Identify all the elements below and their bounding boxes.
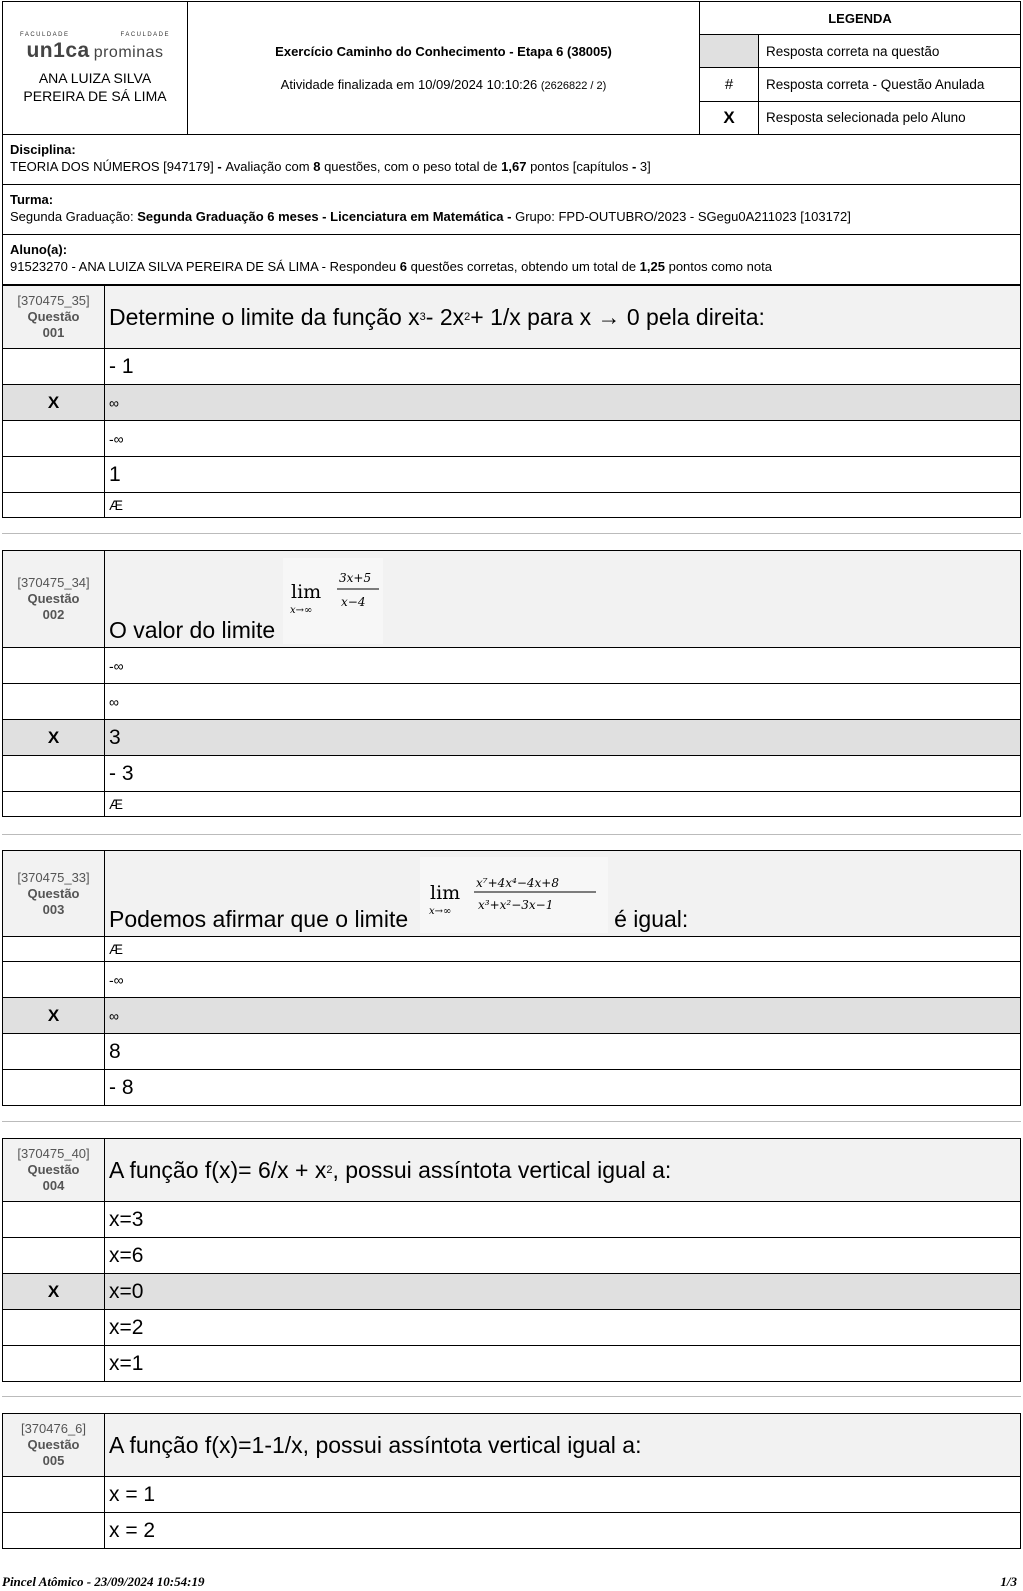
- text-fragment: Segunda Graduação:: [10, 209, 138, 224]
- option-text: 1: [109, 462, 121, 486]
- question-count: 8: [313, 159, 321, 174]
- formula-lim: lim: [291, 581, 322, 603]
- text-dash: -: [631, 159, 640, 174]
- report-header: [2, 1, 1021, 135]
- option-text: x=0: [109, 1279, 144, 1303]
- stem-text: - 2x: [425, 303, 465, 330]
- selection-mark: X: [47, 1281, 60, 1301]
- question-number: 004: [42, 1178, 65, 1193]
- option-row[interactable]: [3, 683, 1020, 719]
- question-stem-row: [3, 851, 1020, 936]
- activity-title-cell: [188, 2, 700, 134]
- option-row[interactable]: [3, 936, 1020, 961]
- question-stem-row: [3, 551, 1020, 647]
- question-stem-row: [3, 1414, 1020, 1476]
- formula-lim: lim: [430, 882, 461, 904]
- logo-small-caption: [20, 32, 170, 38]
- option-row[interactable]: [3, 647, 1020, 683]
- option-row[interactable]: [3, 348, 1020, 384]
- logo-cell: [3, 2, 188, 134]
- group-info: Grupo: FPD-OUTUBRO/2023 - SGegu0A211023 [103172]: [511, 209, 851, 224]
- legend-row-annulled: [700, 68, 1020, 101]
- stem-text: O valor do limite: [109, 617, 276, 643]
- question-001: [2, 285, 1021, 518]
- disciplina-label: Disciplina:: [10, 142, 76, 157]
- stem-text: , possui assíntota vertical igual a:: [332, 1156, 672, 1183]
- stem-text: é igual:: [614, 906, 689, 932]
- turma-label: Turma:: [10, 192, 54, 207]
- disciplina-name: TEORIA DOS NÚMEROS [947179]: [10, 159, 218, 174]
- option-text: Æ: [109, 497, 123, 513]
- disciplina-text: [10, 158, 1013, 175]
- legend-text: Resposta selecionada pelo Aluno: [766, 110, 966, 126]
- correct-count: 6: [399, 259, 407, 274]
- legend-symbol-shaded: [700, 35, 759, 67]
- question-stem: [105, 551, 1020, 647]
- total-weight: 1,67: [501, 159, 527, 174]
- question-003: [2, 850, 1021, 1106]
- formula-denominator: x−4: [341, 595, 366, 609]
- text-fragment: pontos como nota: [664, 259, 772, 274]
- activity-code: (2626822 / 2): [540, 80, 607, 92]
- legend: [700, 2, 1020, 134]
- option-text: -∞: [109, 430, 124, 447]
- stem-text: + 1/x para x → 0 pela direita:: [470, 303, 765, 330]
- question-label: Questão: [27, 591, 80, 606]
- option-row[interactable]: [3, 1069, 1020, 1105]
- option-row-selected[interactable]: [3, 384, 1020, 420]
- aluno-text: [10, 258, 1013, 275]
- question-stem-row: [3, 286, 1020, 348]
- logo-caption-left: FACULDADE: [20, 31, 70, 38]
- option-text: x=6: [109, 1243, 144, 1267]
- option-row[interactable]: [3, 791, 1020, 816]
- question-005: [2, 1413, 1021, 1549]
- option-text: ∞: [109, 1007, 119, 1024]
- text-fragment: questões corretas, obtendo um total de: [406, 259, 640, 274]
- disciplina-row: [2, 135, 1021, 185]
- option-text: 8: [109, 1039, 121, 1063]
- text-dash: -: [217, 159, 226, 174]
- option-row[interactable]: [3, 1033, 1020, 1069]
- turma-row: [2, 185, 1021, 235]
- option-text: - 8: [109, 1075, 134, 1099]
- question-stem: A função f(x)=1-1/x, possui assíntota vertical igual a:: [109, 1431, 642, 1458]
- logo-prominas: prominas: [93, 43, 164, 61]
- question-number: 005: [42, 1453, 65, 1468]
- exponent: 3: [419, 311, 426, 323]
- selection-mark: X: [47, 392, 60, 412]
- option-text: x = 1: [109, 1482, 156, 1506]
- option-row[interactable]: [3, 492, 1020, 517]
- question-002: [2, 550, 1021, 817]
- legend-symbol-hash: #: [700, 68, 759, 100]
- legend-title: LEGENDA: [700, 2, 1020, 35]
- question-number: 003: [42, 901, 65, 917]
- option-text: x = 2: [109, 1518, 156, 1542]
- option-row[interactable]: [3, 755, 1020, 791]
- option-text: - 3: [109, 761, 134, 785]
- question-number-cell: [3, 851, 105, 936]
- question-label: Questão: [27, 885, 80, 901]
- exponent: 2: [464, 311, 471, 323]
- selection-mark: X: [47, 727, 60, 747]
- option-text: ∞: [109, 394, 119, 411]
- stem-text: A função f(x)= 6/x + x: [109, 1156, 327, 1183]
- exponent: 2: [326, 1164, 333, 1176]
- score: 1,25: [639, 259, 665, 274]
- stem-text: Podemos afirmar que o limite: [109, 906, 409, 932]
- option-text: Æ: [109, 941, 123, 957]
- question-004: [2, 1138, 1021, 1382]
- question-code: [370476_6]: [20, 1421, 87, 1436]
- legend-text: Resposta correta - Questão Anulada: [766, 76, 985, 92]
- option-text: ∞: [109, 693, 119, 710]
- legend-row-correct: [700, 35, 1020, 68]
- legend-symbol-x: X: [700, 102, 759, 134]
- activity-finished-line: [281, 77, 607, 92]
- formula-numerator: 3x+5: [339, 571, 372, 585]
- option-text: -∞: [109, 657, 124, 674]
- question-number: 002: [42, 607, 65, 622]
- text-fragment: 91523270 - ANA LUIZA SILVA PEREIRA DE SÁ LIMA - Respondeu: [10, 259, 400, 274]
- question-stem: [105, 851, 1020, 936]
- footer-timestamp: Pincel Atômico - 23/09/2024 10:54:19: [2, 1574, 205, 1589]
- option-row-selected[interactable]: [3, 1273, 1020, 1309]
- aluno-row: [2, 235, 1021, 285]
- option-row-selected[interactable]: [3, 719, 1020, 755]
- legend-row-selected: [700, 102, 1020, 134]
- option-row[interactable]: [3, 1345, 1020, 1381]
- question-separator: [2, 834, 1021, 835]
- option-row[interactable]: [3, 1201, 1020, 1237]
- question-code: [370475_40]: [17, 1146, 90, 1161]
- activity-finished: Atividade finalizada em 10/09/2024 10:10:26: [280, 77, 538, 92]
- limit-formula-image: [283, 558, 383, 644]
- option-text: 3: [109, 725, 121, 749]
- question-stem: [105, 1139, 1020, 1201]
- option-row[interactable]: [3, 961, 1020, 997]
- text-fragment: Avaliação com: [225, 159, 314, 174]
- question-separator: [2, 533, 1021, 534]
- option-text: Æ: [109, 796, 123, 812]
- option-row[interactable]: [3, 1237, 1020, 1273]
- question-label: Questão: [27, 1437, 80, 1452]
- question-separator: [2, 1121, 1021, 1122]
- option-text: x=2: [109, 1315, 144, 1339]
- question-number-cell: [3, 1414, 105, 1476]
- question-label: Questão: [27, 1162, 80, 1177]
- question-stem-row: [3, 1139, 1020, 1201]
- limit-formula-image: [420, 857, 608, 933]
- formula-denominator: x³+x²−3x−1: [478, 898, 554, 912]
- legend-text: Resposta correta na questão: [766, 43, 940, 59]
- turma-text: [10, 208, 1013, 225]
- question-code: [370475_35]: [17, 293, 90, 308]
- logo-unica: un1ca: [26, 38, 90, 62]
- question-number-cell: [3, 551, 105, 647]
- option-row[interactable]: [3, 420, 1020, 456]
- option-text: -∞: [109, 971, 124, 988]
- question-code: [370475_33]: [17, 869, 90, 885]
- institution-logo: [26, 39, 163, 63]
- question-number-cell: [3, 286, 105, 348]
- option-row[interactable]: [3, 1476, 1020, 1512]
- activity-title: Exercício Caminho do Conhecimento - Etapa 6 (38005): [275, 44, 612, 59]
- formula-subscript: x→∞: [290, 605, 313, 616]
- question-number-cell: [3, 1139, 105, 1201]
- question-separator: [2, 1396, 1021, 1397]
- aluno-label: Aluno(a):: [10, 242, 68, 257]
- selection-mark: X: [47, 1005, 60, 1025]
- option-row[interactable]: [3, 1309, 1020, 1345]
- text-fragment: pontos [capítulos: [526, 159, 632, 174]
- question-stem: [105, 286, 1020, 348]
- student-name: ANA LUIZA SILVA PEREIRA DE SÁ LIMA: [23, 69, 167, 104]
- question-code: [370475_34]: [17, 575, 90, 590]
- logo-caption-right: FACULDADE: [120, 31, 170, 38]
- option-row[interactable]: [3, 456, 1020, 492]
- text-fragment: 3]: [639, 159, 651, 174]
- course-name: Segunda Graduação 6 meses - Licenciatura em Matemática -: [137, 209, 512, 224]
- option-text: x=1: [109, 1351, 144, 1375]
- text-fragment: questões, com o peso total de: [320, 159, 502, 174]
- stem-text: Determine o limite da função x: [109, 303, 420, 330]
- option-text: x=3: [109, 1207, 144, 1231]
- option-row[interactable]: [3, 1512, 1020, 1548]
- option-row-selected[interactable]: [3, 997, 1020, 1033]
- formula-numerator: x⁷+4x⁴−4x+8: [476, 876, 560, 890]
- question-number: 001: [42, 325, 65, 340]
- option-text: - 1: [109, 354, 134, 378]
- formula-subscript: x→∞: [429, 906, 452, 917]
- page-number: 1/3: [1000, 1574, 1017, 1589]
- question-label: Questão: [27, 309, 80, 324]
